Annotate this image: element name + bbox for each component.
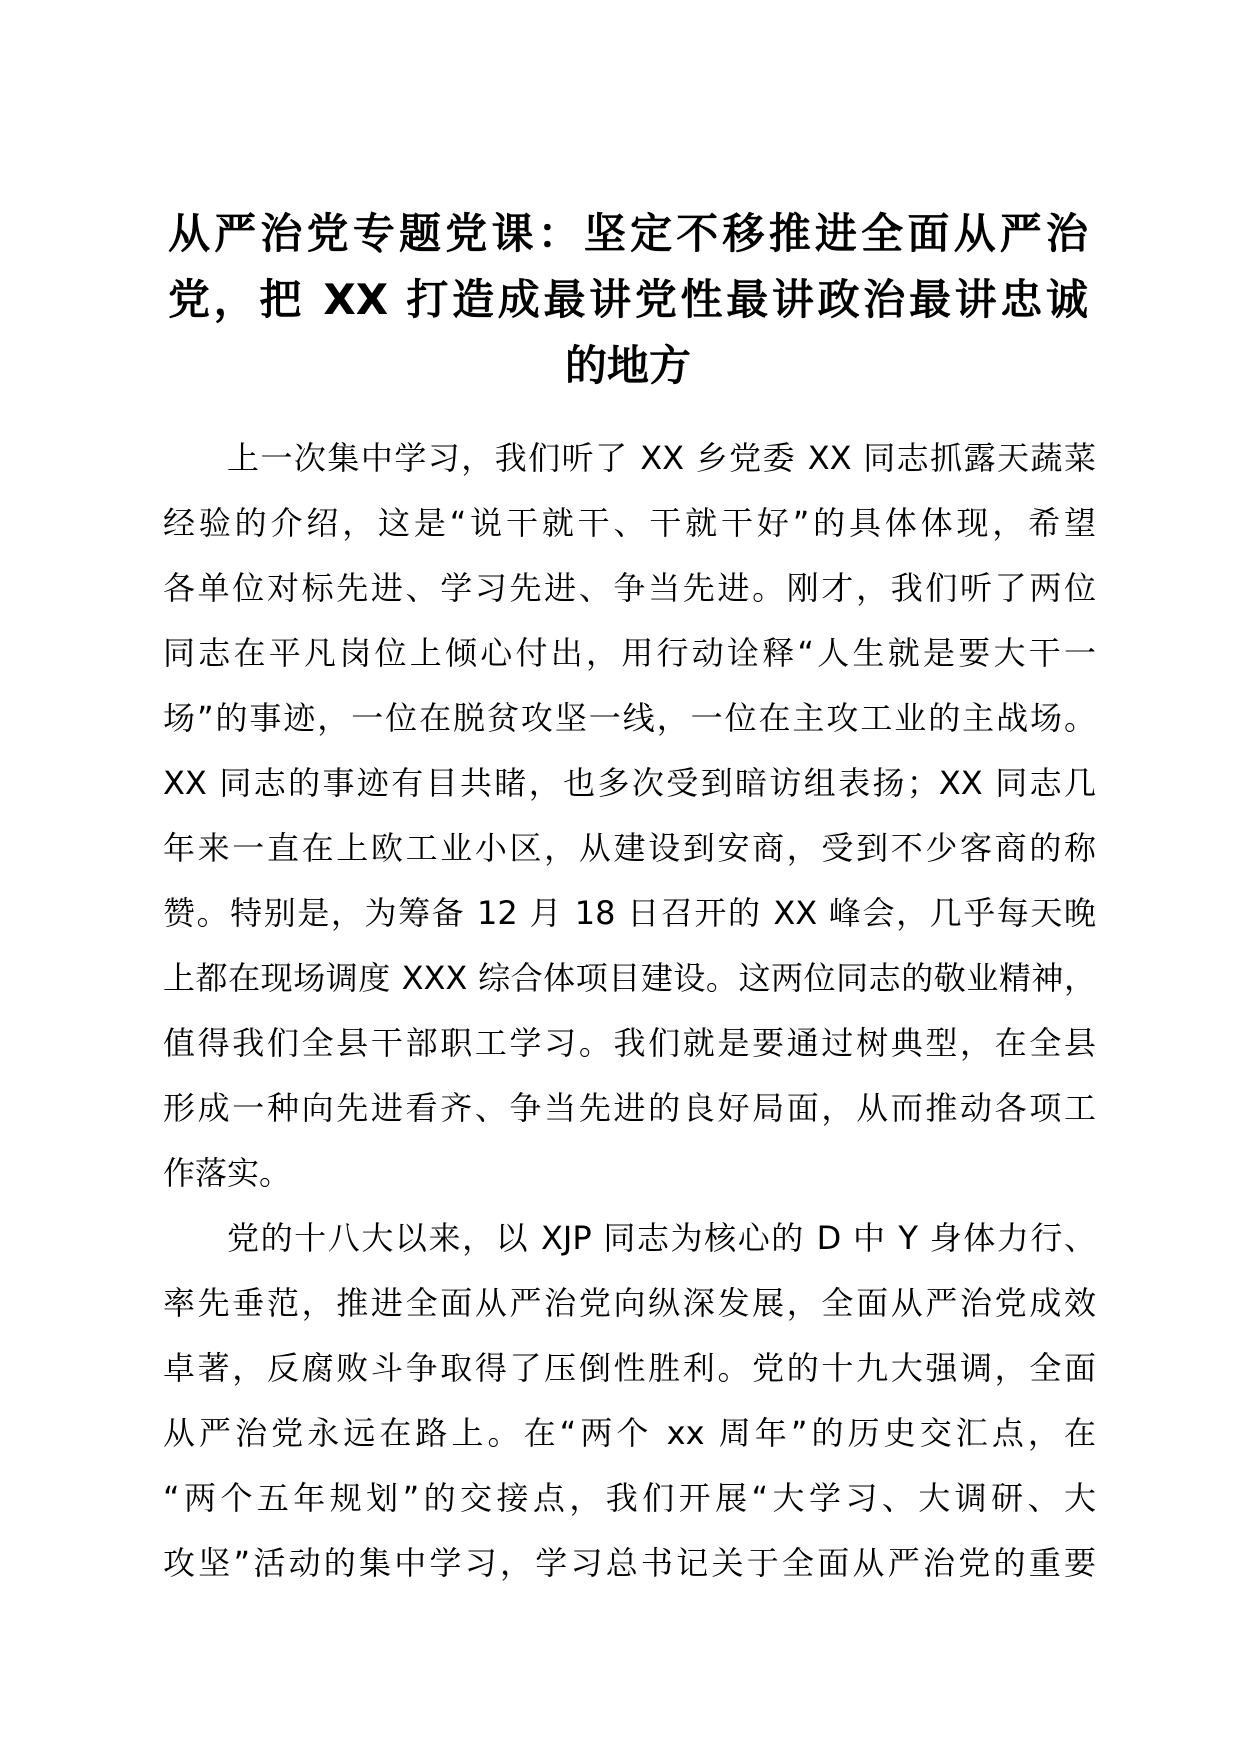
paragraph-line: 形成一种向先进看齐、争当先进的良好局面，从而推动各项工: [163, 1089, 1096, 1127]
paragraph-line: 从严治党永远在路上。在“两个 xx 周年”的历史交汇点，在: [163, 1414, 1096, 1452]
document-body: [163, 426, 1096, 1596]
paragraph-line: 率先垂范，推进全面从严治党向纵深发展，全面从严治党成效: [163, 1284, 1096, 1322]
paragraph-line: 同志在平凡岗位上倾心付出，用行动诠释“人生就是要大干一: [163, 634, 1096, 672]
title-line: 党，把 XX 打造成最讲党性最讲政治最讲忠诚: [168, 275, 1088, 324]
paragraph-line: 各单位对标先进、学习先进、争当先进。刚才，我们听了两位: [163, 569, 1096, 607]
title-line: 的地方: [564, 341, 691, 390]
paragraph-line: 上都在现场调度 XXX 综合体项目建设。这两位同志的敬业精神，: [163, 959, 1096, 997]
paragraph-line: 上一次集中学习，我们听了 XX 乡党委 XX 同志抓露天蔬菜: [227, 439, 1096, 477]
body-paragraph-1: [163, 426, 1096, 1206]
body-paragraph-2: [163, 1206, 1096, 1596]
paragraph-line: “两个五年规划”的交接点，我们开展“大学习、大调研、大: [163, 1479, 1096, 1517]
title-line: 从严治党专题党课：坚定不移推进全面从严治: [168, 209, 1088, 258]
paragraph-line: 值得我们全县干部职工学习。我们就是要通过树典型，在全县: [163, 1024, 1096, 1062]
paragraph-line: 场”的事迹，一位在脱贫攻坚一线，一位在主攻工业的主战场。: [163, 699, 1096, 737]
paragraph-line: 攻坚”活动的集中学习，学习总书记关于全面从严治党的重要: [163, 1544, 1096, 1582]
paragraph-line: XX 同志的事迹有目共睹，也多次受到暗访组表扬；XX 同志几: [163, 764, 1096, 802]
document-title: [168, 201, 1088, 399]
paragraph-line: 作落实。: [163, 1154, 292, 1192]
paragraph-line: 年来一直在上欧工业小区，从建设到安商，受到不少客商的称: [163, 829, 1096, 867]
paragraph-line: 党的十八大以来，以 XJP 同志为核心的 D 中 Y 身体力行、: [227, 1219, 1096, 1257]
paragraph-line: 经验的介绍，这是“说干就干、干就干好”的具体体现，希望: [163, 504, 1096, 542]
paragraph-line: 卓著，反腐败斗争取得了压倒性胜利。党的十九大强调，全面: [163, 1349, 1096, 1387]
paragraph-line: 赞。特别是，为筹备 12 月 18 日召开的 XX 峰会，几乎每天晚: [163, 894, 1096, 932]
